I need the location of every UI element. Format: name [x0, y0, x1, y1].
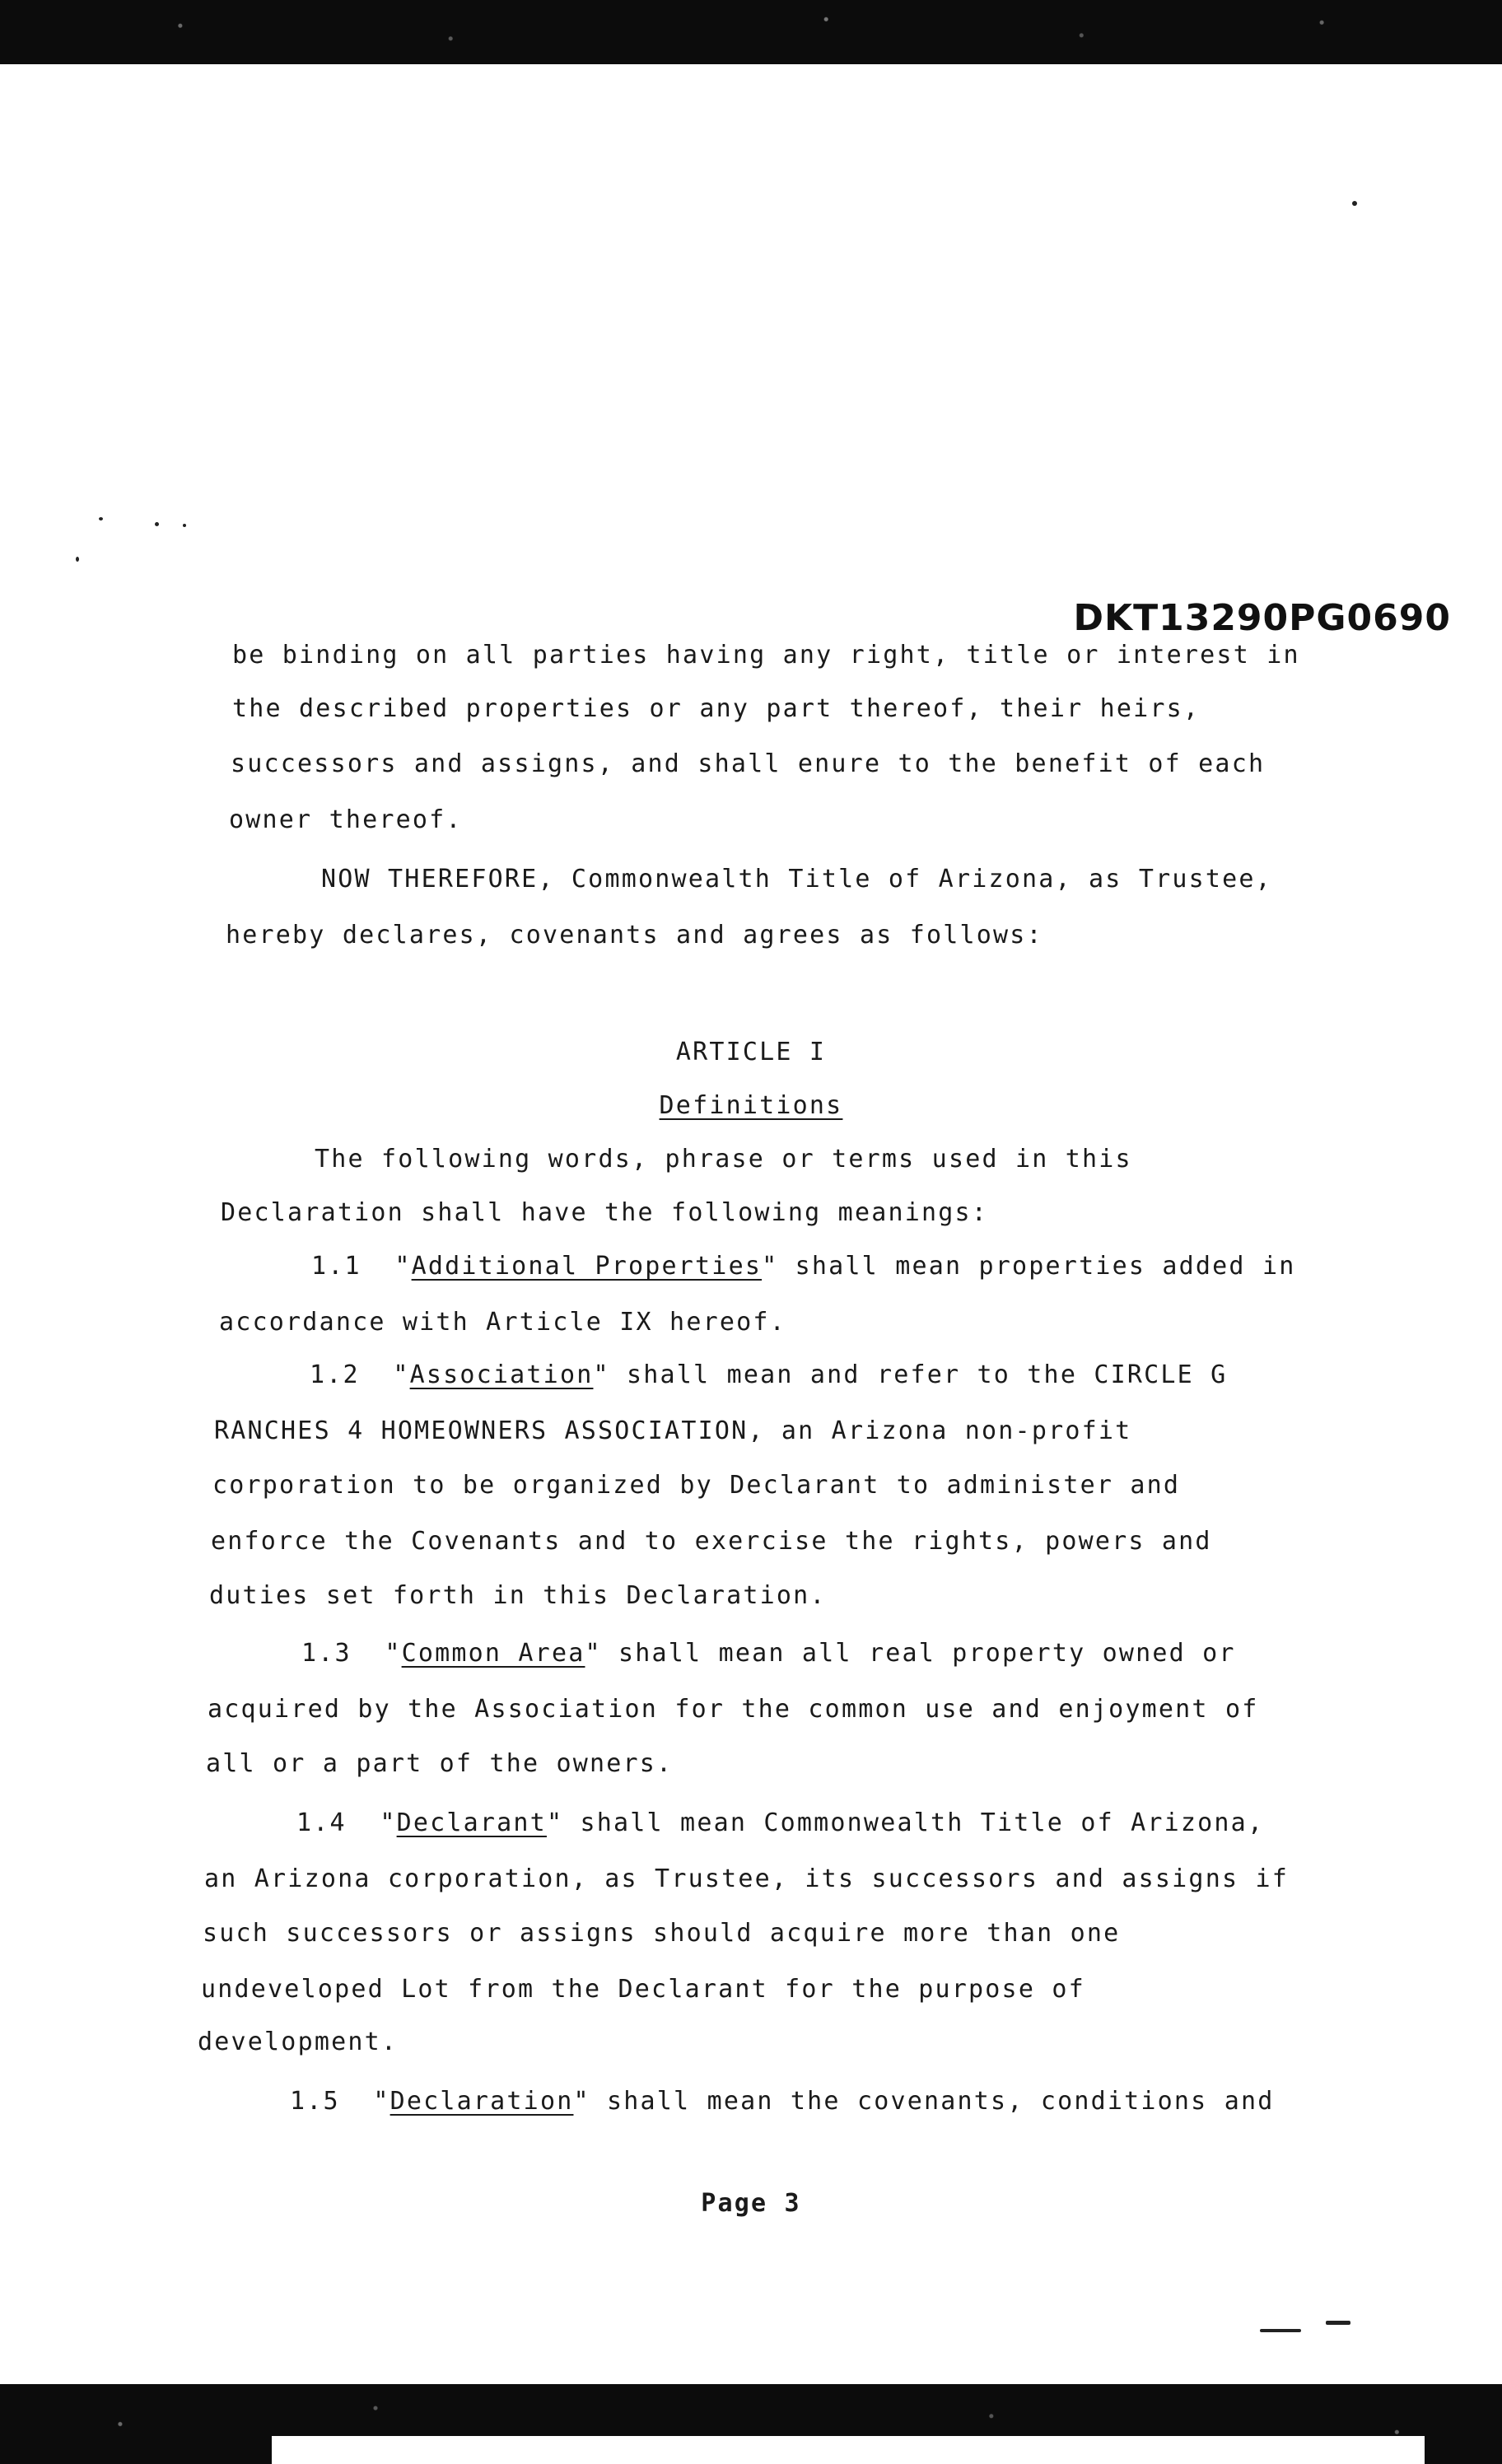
definition-1-3-line-3: all or a part of the owners. [206, 1749, 674, 1778]
definition-1-4: 1.4 "Declarant" shall mean Commonwealth Title of Arizona, [296, 1808, 1265, 1837]
definition-number: 1.1 [311, 1252, 362, 1281]
definition-text: shall mean Commonwealth Title of Arizona, [580, 1808, 1265, 1837]
scan-speck [76, 557, 79, 562]
definition-1-3: 1.3 "Common Area" shall mean all real property owned or [301, 1639, 1236, 1668]
definition-1-2-line-4: enforce the Covenants and to exercise the rights, powers and [211, 1527, 1212, 1556]
scan-speck [1260, 2329, 1301, 2332]
definition-1-4-line-5: development. [198, 2028, 399, 2056]
page-footer: Page 3 [701, 2189, 801, 2218]
definitions-intro-line-2: Declaration shall have the following meanings: [221, 1198, 989, 1227]
definition-1-1: 1.1 "Additional Properties" shall mean properties added in [311, 1252, 1296, 1281]
definition-1-4-line-2: an Arizona corporation, as Trustee, its successors and assigns if [204, 1864, 1289, 1893]
now-therefore-line-2: hereby declares, covenants and agrees as follows: [226, 921, 1043, 950]
definition-term: Common Area [401, 1639, 585, 1668]
definition-1-4-line-3: such successors or assigns should acquire more than one [203, 1919, 1121, 1948]
article-heading: ARTICLE I [675, 1038, 827, 1066]
scan-border-top [0, 0, 1502, 64]
recording-stamp: DKT13290PG0690 [1073, 597, 1451, 639]
article-title [0, 1091, 1502, 1120]
scan-speck [1326, 2321, 1350, 2325]
definitions-intro-line-1: The following words, phrase or terms used in this [315, 1145, 1132, 1174]
definition-number: 1.2 [310, 1360, 360, 1389]
scan-speck [155, 522, 159, 526]
definition-1-3-line-2: acquired by the Association for the common use and enjoyment of [208, 1695, 1259, 1724]
intro-line-1: be binding on all parties having any right, title or interest in [232, 641, 1300, 670]
scan-speck [183, 524, 186, 527]
definition-term: Additional Properties [411, 1252, 763, 1281]
definition-text: shall mean all real property owned or [618, 1639, 1236, 1668]
definition-1-5: 1.5 "Declaration" shall mean the covenants, conditions and [290, 2087, 1275, 2116]
definition-1-1-line-2: accordance with Article IX hereof. [219, 1308, 786, 1337]
definition-1-4-line-4: undeveloped Lot from the Declarant for the purpose of [201, 1975, 1085, 2004]
scan-speck [1352, 201, 1357, 206]
article-title-text: Definitions [659, 1091, 843, 1120]
definition-text: shall mean the covenants, conditions and [607, 2087, 1275, 2116]
scan-speck [99, 517, 103, 520]
definition-term: Declaration [389, 2087, 574, 2116]
intro-line-4: owner thereof. [229, 805, 463, 834]
definition-term: Declarant [396, 1808, 547, 1837]
definition-number: 1.5 [290, 2087, 340, 2116]
scan-border-gap [272, 2436, 1425, 2464]
definition-1-2: 1.2 "Association" shall mean and refer to the CIRCLE G [310, 1360, 1228, 1389]
definition-number: 1.3 [301, 1639, 352, 1668]
definition-text: shall mean properties added in [795, 1252, 1296, 1281]
now-therefore-line-1: NOW THEREFORE, Commonwealth Title of Arizona, as Trustee, [321, 865, 1272, 894]
definition-1-2-line-2: RANCHES 4 HOMEOWNERS ASSOCIATION, an Arizona non-profit [214, 1416, 1132, 1445]
intro-line-3: successors and assigns, and shall enure to the benefit of each [231, 749, 1266, 778]
definition-number: 1.4 [296, 1808, 347, 1837]
definition-term: Association [409, 1360, 594, 1389]
intro-line-2: the described properties or any part thereof, their heirs, [232, 694, 1201, 723]
definition-1-2-line-5: duties set forth in this Declaration. [209, 1581, 827, 1610]
definition-1-2-line-3: corporation to be organized by Declarant to administer and [212, 1471, 1181, 1500]
definition-text: shall mean and refer to the CIRCLE G [627, 1360, 1228, 1389]
